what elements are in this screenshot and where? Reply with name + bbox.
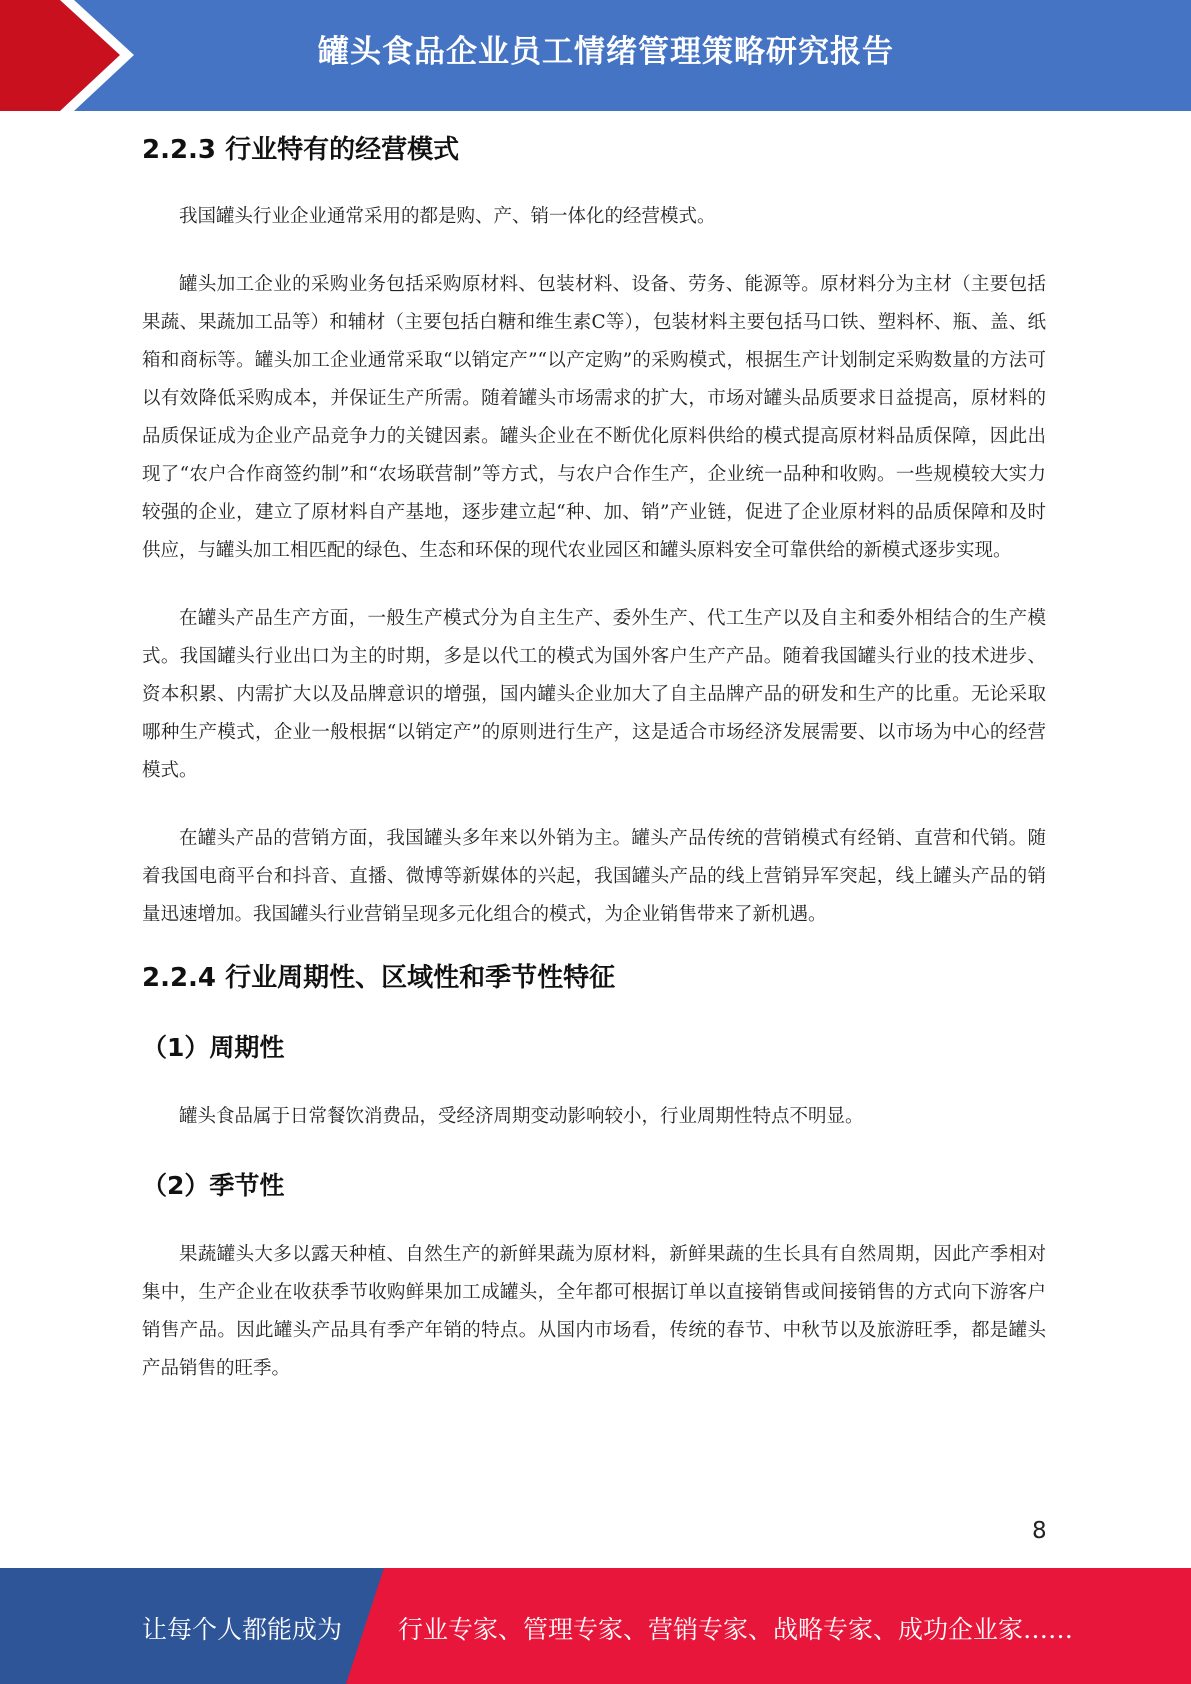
header-arrow-decoration (0, 0, 160, 111)
page-number: 8 (1032, 1518, 1047, 1544)
subheading-seasonality: （2）季节性 (142, 1171, 285, 1200)
paragraph: 罐头食品属于日常餐饮消费品，受经济周期变动影响较小，行业周期性特点不明显。 (179, 1106, 864, 1127)
report-title: 罐头食品企业员工情绪管理策略研究报告 (318, 34, 894, 70)
page-footer (0, 1568, 1191, 1684)
subheading-cyclicality: （1）周期性 (142, 1033, 285, 1062)
paragraph: 在罐头产品生产方面，一般生产模式分为自主生产、委外生产、代工生产以及自主和委外相结合的生产模式。我国罐头行业出口为主的时期，多是以代工的模式为国外客户生产产品。随着我国罐头行业的技术进步、资本积累、内需扩大以及品牌意识的增强，国内罐头企业加大了自主品牌产品的研发和生产的比重。无论采取哪种生产模式，企业一般根据“以销定产”的原则进行生产，这是适合市场经济发展需要、以市场为中心的经营模式。 (142, 608, 1046, 781)
paragraph: 罐头加工企业的采购业务包括采购原材料、包装材料、设备、劳务、能源等。原材料分为主材（主要包括果蔬、果蔬加工品等）和辅材（主要包括白糖和维生素C等），包装材料主要包括马口铁、塑料杯、瓶、盖、纸箱和商标等。罐头加工企业通常采取“以销定产”“以产定购”的采购模式，根据生产计划制定采购数量的方法可以有效降低采购成本，并保证生产所需。随着罐头市场需求的扩大，市场对罐头品质要求日益提高，原材料的品质保证成为企业产品竞争力的关键因素。罐头企业在不断优化原料供给的模式提高原材料品质保障，因此出现了“农户合作商签约制”和“农场联营制”等方式，与农户合作生产，企业统一品种和收购。一些规模较大实力较强的企业，建立了原材料自产基地，逐步建立起“种、加、销”产业链，促进了企业原材料的品质保障和及时供应，与罐头加工相匹配的绿色、生态和环保的现代农业园区和罐头原料安全可靠供给的新模式逐步实现。 (142, 274, 1046, 561)
footer-slogan-left: 让每个人都能成为 (142, 1615, 343, 1644)
paragraph: 我国罐头行业企业通常采用的都是购、产、销一体化的经营模式。 (179, 206, 716, 227)
page-content (142, 130, 1046, 1388)
section-heading-2-2-4: 2.2.4 行业周期性、区域性和季节性特征 (142, 963, 616, 993)
footer-slogan-right: 行业专家、管理专家、营销专家、战略专家、成功企业家…… (398, 1615, 1074, 1644)
section-heading-2-2-3: 2.2.3 行业特有的经营模式 (142, 135, 460, 165)
page-header (0, 0, 1191, 111)
paragraph: 果蔬罐头大多以露天种植、自然生产的新鲜果蔬为原材料，新鲜果蔬的生长具有自然周期，因此产季相对集中，生产企业在收获季节收购鲜果加工成罐头，全年都可根据订单以直接销售或间接销售的方式向下游客户销售产品。因此罐头产品具有季产年销的特点。从国内市场看，传统的春节、中秋节以及旅游旺季，都是罐头产品销售的旺季。 (142, 1244, 1046, 1379)
paragraph: 在罐头产品的营销方面，我国罐头多年来以外销为主。罐头产品传统的营销模式有经销、直营和代销。随着我国电商平台和抖音、直播、微博等新媒体的兴起，我国罐头产品的线上营销异军突起，线上罐头产品的销量迅速增加。我国罐头行业营销呈现多元化组合的模式，为企业销售带来了新机遇。 (142, 828, 1046, 925)
